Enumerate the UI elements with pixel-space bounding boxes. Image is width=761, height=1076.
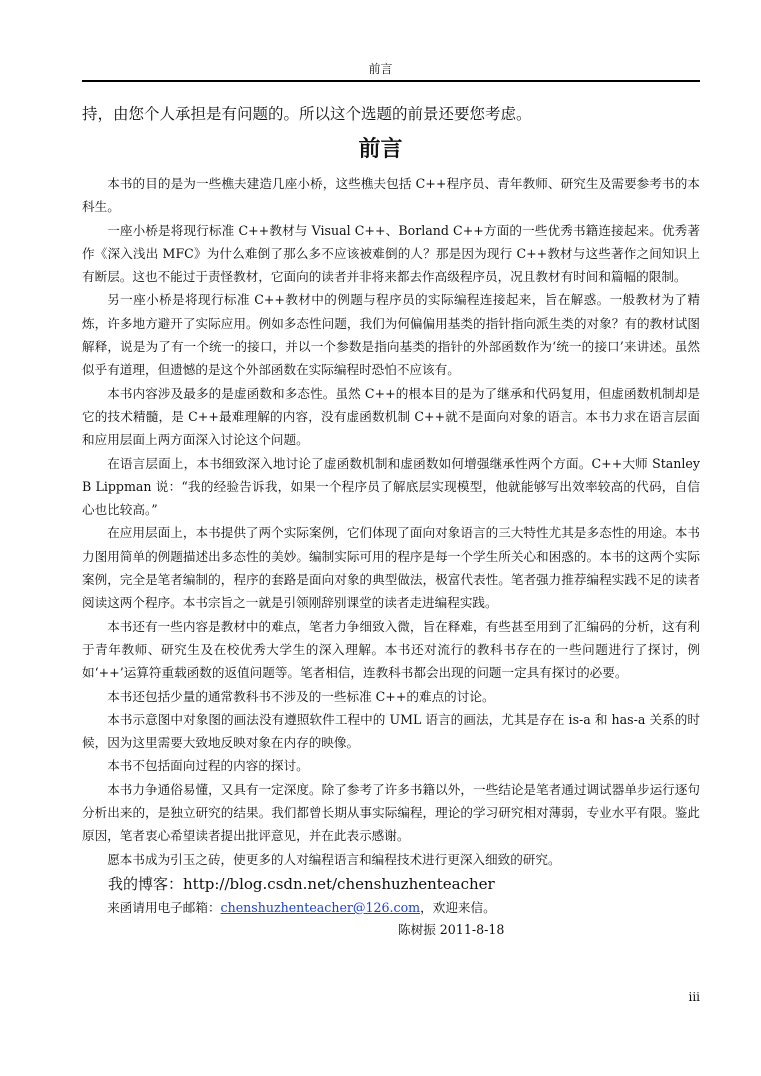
paragraph-purpose: 本书的目的是为一些樵夫建造几座小桥，这些樵夫包括 C++程序员、青年教师、研究生及需要参考书的本科生。 — [82, 176, 700, 215]
paragraph-application-level: 在应用层面上，本书提供了两个实际案例，它们体现了面向对象语言的三大特性尤其是多态性的用途。本书力图用简单的例题描述出多态性的美妙。编制实际可用的程序是每一个学生所关心和困惑的。本书的这两个实际案例，完全是笔者编制的，程序的套路是面向对象的典型做法，极富代表性。笔者强力推荐编程实践不足的读者阅读这两个程序。本书宗旨之一就是引领刚辞别课堂的读者走进编程实践。 — [82, 525, 700, 611]
paragraph-language-level: 在语言层面上，本书细致深入地讨论了虚函数机制和虚函数如何增强继承性两个方面。C++大师 Stanley B Lippman 说：“我的经验告诉我，如果一个程序员了解底层实现模型，他就能够写出效率较高的代码，自信心也比较高。” — [82, 455, 700, 518]
preface-body — [82, 172, 700, 941]
header-rule — [82, 80, 700, 82]
section-title: 前言 — [358, 136, 403, 162]
email-link[interactable]: chenshuzhenteacher@126.com — [220, 899, 421, 915]
paragraph-first-bridge: 一座小桥是将现行标准 C++教材与 Visual C++、Borland C++方面的一些优秀书籍连接起来。优秀著作《深入浅出 MFC》为什么难倒了那么多不应该被难倒的人？那是因为现行 C++教材与这些著作之间知识上有断层。这也不能过于责怪教材，它面向的读者并非将来都去作高级程序员，况且教材有时间和篇幅的限制。 — [82, 222, 700, 285]
blog-line — [82, 871, 700, 897]
contact-prefix: 来函请用电子邮箱： — [107, 899, 221, 915]
paragraph-uml-note: 本书示意图中对象图的画法没有遵照软件工程中的 UML 语言的画法，尤其是存在 is-a 和 has-a 关系的时候，因为这里需要大致地反映对象在内存的映像。 — [82, 711, 700, 751]
contact-line — [82, 897, 700, 919]
continued-text-line: 持，由您个人承担是有问题的。所以这个选题的前景还要您考虑。 — [82, 105, 532, 123]
running-header-title: 前言 — [368, 62, 393, 76]
blog-label: 我的博客： — [108, 874, 184, 893]
paragraph-scope-note: 本书不包括面向过程的内容的探讨。 — [107, 758, 309, 774]
author-signature: 陈树振 2011-8-18 — [398, 921, 505, 937]
blog-url[interactable]: http://blog.csdn.net/chenshuzhenteacher — [183, 874, 495, 893]
paragraph-acknowledgement: 本书力争通俗易懂，又具有一定深度。除了参考了许多书籍以外，一些结论是笔者通过调试器单步运行逐句分析出来的，是独立研究的结果。我们都曾长期从事实际编程，理论的学习研究相对薄弱，专业水平有限。鉴此原因，笔者衷心希望读者提出批评意见，并在此表示感谢。 — [82, 781, 700, 844]
paragraph-standard-cpp: 本书还包括少量的通常教科书不涉及的一些标准 C++的难点的讨论。 — [107, 688, 495, 704]
paragraph-difficult-points: 本书还有一些内容是教材中的难点，笔者力争细致入微，旨在释难，有些甚至用到了汇编码的分析，这有利于青年教师、研究生及在校优秀大学生的深入理解。本书还对流行的教科书存在的一些问题进行了探讨，例如‘++’运算符重载函数的返值问题等。笔者相信，连教科书都会出现的问题一定具有探讨的必要。 — [82, 618, 700, 681]
page-number: iii — [688, 990, 700, 1004]
paragraph-virtual-functions: 本书内容涉及最多的是虚函数和多态性。虽然 C++的根本目的是为了继承和代码复用，但虚函数机制却是它的技术精髓，是 C++最难理解的内容，没有虚函数机制 C++就不是面向对象的语言。本书力求在语言层面和应用层面上两方面深入讨论这个问题。 — [82, 385, 700, 448]
contact-suffix: ，欢迎来信。 — [420, 899, 496, 915]
paragraph-closing-wish: 愿本书成为引玉之砖，使更多的人对编程语言和编程技术进行更深入细致的研究。 — [107, 851, 561, 867]
paragraph-second-bridge: 另一座小桥是将现行标准 C++教材中的例题与程序员的实际编程连接起来，旨在解惑。一般教材为了精炼，许多地方避开了实际应用。例如多态性问题，我们为何偏偏用基类的指针指向派生类的对象？有的教材试图解释，说是为了有一个统一的接口，并以一个参数是指向基类的指针的外部函数作为‘统一的接口’来讲述。虽然似乎有道理，但遗憾的是这个外部函数在实际编程时恐怕不应该有。 — [82, 292, 700, 378]
